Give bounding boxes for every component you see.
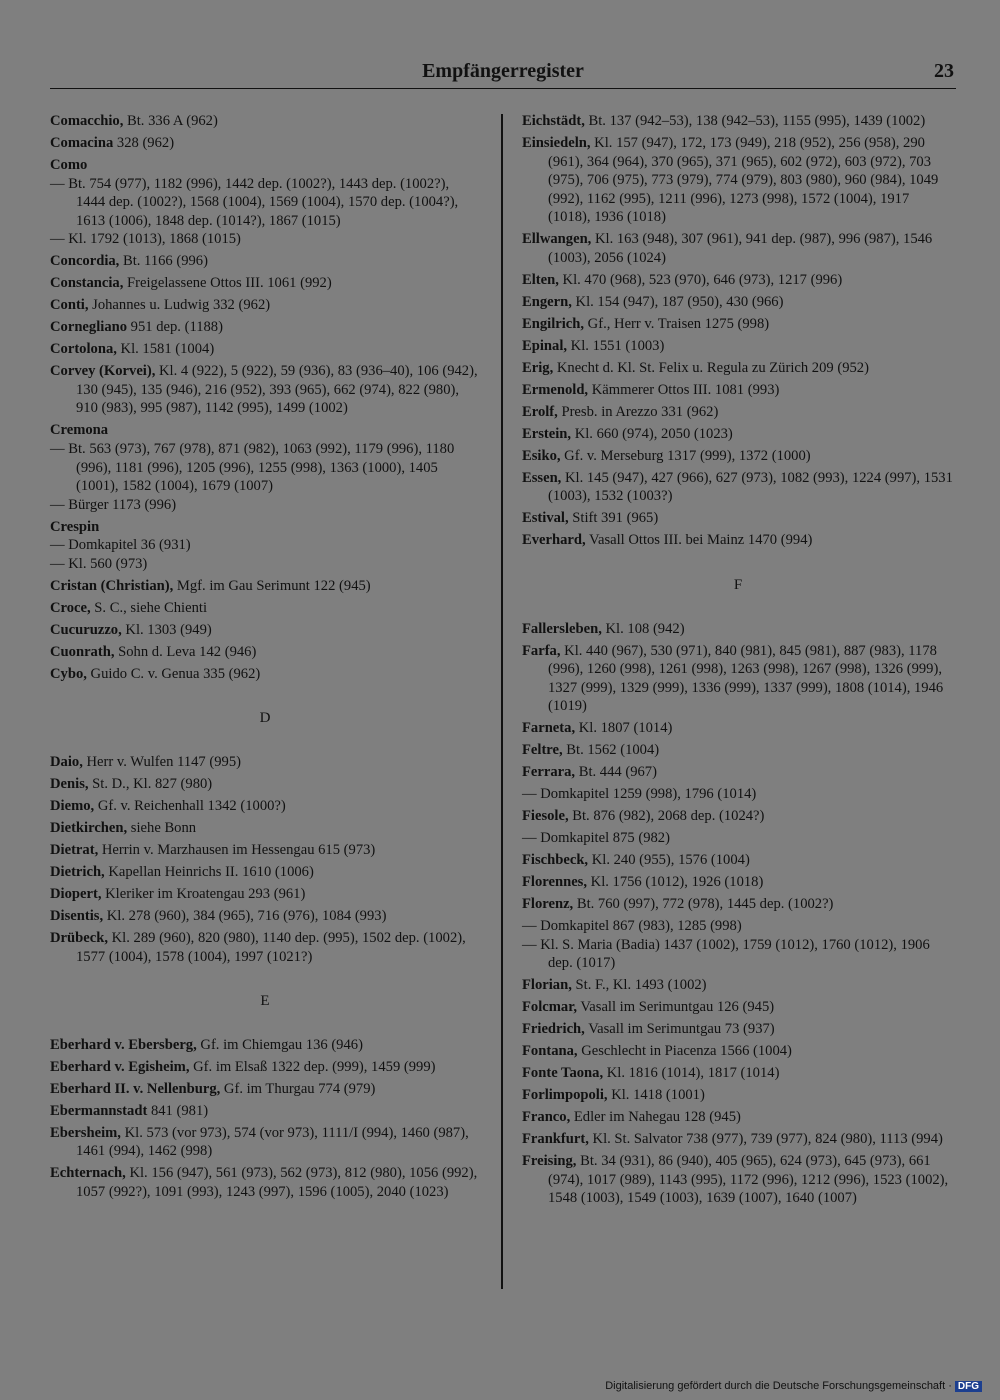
entry-text: Stift 391 (965) (568, 510, 659, 527)
entry-text: 951 dep. (1188) (127, 319, 223, 336)
entry-text: Kapellan Heinrichs II. 1610 (1006) (104, 864, 314, 880)
entry-text: Kl. 156 (947), 561 (973), 562 (973), 812 (980), 1056 (992), 1057 (992?), 1091 (993), 1243 (997), 1596 (1005), 2040 (1023) (76, 1165, 478, 1200)
index-entry (522, 447, 954, 466)
index-entry (522, 1130, 954, 1149)
index-entry (522, 271, 954, 290)
entry-text: Kl. 108 (942) (601, 620, 685, 637)
entry-name: Eichstädt, (522, 113, 585, 129)
entry-name: Florenz, (522, 896, 574, 913)
entry-text: Kl. 1551 (1003) (567, 337, 665, 354)
index-entry (522, 741, 954, 760)
entry-text: Kl. 154 (947), 187 (950), 430 (966) (571, 293, 784, 310)
entry-name: Eberhard II. v. Nellenburg, (50, 1080, 221, 1097)
entry-text: Kl. 289 (960), 820 (980), 1140 dep. (995), 1502 dep. (1002), 1577 (1004), 1578 (1004), 1997 (1021?) (76, 929, 466, 965)
index-entry (522, 1152, 954, 1208)
page-number: 23 (934, 60, 954, 82)
entry-text: Kl. 470 (968), 523 (970), 646 (973), 1217 (996) (558, 271, 843, 288)
index-entry (522, 315, 954, 334)
section-letter: E (260, 993, 270, 1010)
entry-name: Fonte Taona, (522, 1065, 604, 1082)
entry-name: Ellwangen, (522, 231, 592, 248)
entry-name: Cortolona, (50, 341, 117, 358)
entry-name: Comacina (50, 134, 114, 151)
index-entry (522, 359, 954, 378)
entry-name: Freising, (522, 1153, 577, 1170)
index-heading: Como (50, 156, 88, 173)
entry-name: Erstein, (522, 425, 572, 442)
index-entry (50, 885, 480, 904)
entry-text: Geschlecht in Piacenza 1566 (1004) (577, 1043, 792, 1060)
entry-name: Dietkirchen, (50, 820, 128, 837)
index-entry (50, 1124, 480, 1161)
entry-text: Knecht d. Kl. St. Felix u. Regula zu Zürich 209 (952) (553, 359, 869, 376)
entry-name: Forlimpopoli, (522, 1087, 608, 1104)
index-subentry: — Bt. 563 (973), 767 (978), 871 (982), 1063 (992), 1179 (996), 1180 (996), 1181 (996), 1205 (996), 1255 (998), 1363 (1000), 1405 (1001), 1582 (1004), 1679 (1007) (50, 441, 455, 495)
entry-name: Cybo, (50, 665, 87, 682)
entry-name: Diemo, (50, 798, 95, 815)
index-entry (50, 318, 480, 337)
index-entry (522, 531, 954, 550)
index-entry (522, 1020, 954, 1039)
entry-name: Diopert, (50, 885, 102, 902)
entry-text: Mgf. im Gau Serimunt 122 (945) (173, 577, 371, 594)
index-entry (50, 819, 480, 838)
entry-name: Concordia, (50, 253, 120, 270)
entry-text: Vasall Ottos III. bei Mainz 1470 (994) (585, 532, 813, 549)
entry-name: Florian, (522, 977, 572, 994)
entry-text: Gf., Herr v. Traisen 1275 (998) (584, 315, 770, 332)
entry-name: Feltre, (522, 742, 563, 759)
entry-text: Kl. 1581 (1004) (116, 341, 215, 358)
index-heading: Cremona (50, 422, 109, 439)
entry-text: Herrin v. Marzhausen im Hessengau 615 (973) (98, 842, 376, 859)
entry-text: Kl. 1816 (1014), 1817 (1014) (603, 1065, 780, 1082)
entry-text: Kl. 660 (974), 2050 (1023) (571, 425, 733, 442)
entry-text: Bt. 137 (942–53), 138 (942–53), 1155 (995), 1439 (1002) (584, 113, 926, 129)
index-entry (50, 1080, 480, 1099)
entry-name: Denis, (50, 776, 89, 793)
index-entry (522, 337, 954, 356)
entry-text: Bt. 876 (982), 2068 dep. (1024?) (568, 808, 765, 825)
footer (605, 1380, 982, 1392)
entry-text: Kl. 1756 (1012), 1926 (1018) (587, 874, 764, 891)
index-entry (522, 719, 954, 738)
entry-text: Edler im Nahegau 128 (945) (570, 1109, 741, 1126)
index-entry (50, 907, 480, 926)
page-title: Empfängerregister (422, 60, 584, 82)
entry-name: Corvey (Korvei), (50, 363, 156, 380)
index-subentry: — Domkapitel 875 (982) (522, 830, 670, 847)
index-entry (522, 807, 954, 826)
index-entry (522, 1108, 954, 1127)
index-entry (522, 1086, 954, 1105)
entry-name: Cucuruzzo, (50, 621, 122, 638)
entry-text: Kl. 4 (922), 5 (922), 59 (936), 83 (936–40), 106 (942), 130 (945), 135 (946), 216 (952), 393 (965), 662 (974), 822 (980), 910 (983), 995 (987), 1142 (995), 1499 (1002) (76, 363, 478, 417)
index-entry (522, 509, 954, 528)
index-entry (50, 665, 480, 684)
entry-text: Freigelassene Ottos III. 1061 (992) (123, 275, 332, 292)
index-entry (50, 340, 480, 359)
index-entry (50, 274, 480, 293)
entry-text: Bt. 336 A (962) (123, 113, 218, 129)
entry-text: Kl. 1418 (1001) (607, 1087, 705, 1104)
index-entry (50, 863, 480, 882)
index-entry (50, 252, 480, 271)
entry-text: Kl. 240 (955), 1576 (1004) (588, 852, 750, 869)
entry-name: Ebersheim, (50, 1124, 121, 1141)
entry-text: Johannes u. Ludwig 332 (962) (88, 297, 271, 314)
entry-name: Fischbeck, (522, 852, 589, 869)
entry-name: Conti, (50, 297, 89, 314)
entry-text: Gf. im Elsaß 1322 dep. (999), 1459 (999) (189, 1058, 436, 1075)
section-letter: D (259, 710, 271, 727)
index-entry (50, 134, 480, 153)
index-subentry: — Domkapitel 867 (983), 1285 (998) (522, 918, 742, 935)
entry-text: Kleriker im Kroatengau 293 (961) (101, 885, 306, 902)
entry-name: Disentis, (50, 907, 104, 924)
index-entry (522, 469, 954, 506)
index-entry (50, 1164, 480, 1201)
index-entry (522, 425, 954, 444)
index-entry (522, 873, 954, 892)
entry-text: Guido C. v. Genua 335 (962) (86, 665, 261, 682)
entry-name: Florennes, (522, 874, 587, 891)
index-entry (50, 929, 480, 966)
entry-name: Farneta, (522, 720, 576, 737)
index-entry (522, 381, 954, 400)
entry-name: Fallersleben, (522, 620, 602, 637)
entry-text: St. F., Kl. 1493 (1002) (571, 977, 707, 994)
index-entry (522, 642, 954, 716)
entry-name: Engilrich, (522, 315, 585, 332)
index-entry (522, 134, 954, 227)
entry-text: St. D., Kl. 827 (980) (88, 776, 213, 793)
entry-name: Echternach, (50, 1165, 126, 1182)
entry-name: Engern, (522, 293, 572, 310)
entry-name: Eberhard v. Egisheim, (50, 1058, 190, 1075)
index-entry (522, 976, 954, 995)
entry-name: Ermenold, (522, 381, 589, 398)
right-column (522, 112, 954, 1211)
entry-text: Gf. im Chiemgau 136 (946) (196, 1036, 363, 1053)
index-entry (522, 851, 954, 870)
entry-name: Ferrara, (522, 764, 576, 781)
index-entry (522, 403, 954, 422)
entry-name: Drübeck, (50, 929, 108, 946)
entry-text: Gf. v. Reichenhall 1342 (1000?) (94, 798, 286, 815)
index-entry (50, 362, 480, 418)
entry-text: S. C., siehe Chienti (90, 599, 208, 616)
dfg-logo: DFG (955, 1381, 982, 1392)
entry-name: Constancia, (50, 275, 124, 292)
entry-text: Vasall im Serimuntgau 73 (937) (584, 1021, 775, 1038)
entry-name: Farfa, (522, 642, 561, 659)
index-entry (522, 763, 954, 782)
entry-name: Daio, (50, 754, 83, 771)
entry-text: Kl. 1807 (1014) (575, 720, 673, 737)
entry-name: Franco, (522, 1109, 571, 1126)
index-entry (522, 998, 954, 1017)
index-entry (50, 1102, 480, 1121)
index-entry (522, 112, 954, 131)
index-subentry: — Bürger 1173 (996) (50, 496, 177, 513)
entry-name: Fontana, (522, 1043, 578, 1060)
index-entry (50, 1036, 480, 1055)
entry-name: Esiko, (522, 447, 561, 464)
entry-name: Cornegliano (50, 319, 128, 336)
entry-name: Erig, (522, 359, 554, 376)
entry-name: Epinal, (522, 337, 568, 354)
index-entry (522, 1064, 954, 1083)
entry-name: Erolf, (522, 403, 558, 420)
entry-name: Einsiedeln, (522, 134, 591, 151)
entry-text: Kl. 163 (948), 307 (961), 941 dep. (987), 996 (987), 1546 (1003), 2056 (1024) (548, 231, 933, 266)
index-entry (50, 775, 480, 794)
index-entry (50, 296, 480, 315)
entry-text: Sohn d. Leva 142 (946) (114, 643, 257, 660)
entry-text: Bt. 760 (997), 772 (978), 1445 dep. (1002?) (573, 896, 834, 913)
index-entry (522, 1042, 954, 1061)
index-entry (50, 621, 480, 640)
entry-text: Bt. 34 (931), 86 (940), 405 (965), 624 (973), 645 (973), 661 (974), 1017 (989), 1143 (995), 1172 (996), 1212 (996), 1523 (1002), 1548 (1003), 1549 (1003), 1639 (1007), 1640 (1007) (548, 1153, 949, 1207)
entry-name: Dietrich, (50, 864, 105, 880)
index-subentry: — Domkapitel 1259 (998), 1796 (1014) (522, 786, 757, 803)
index-entry (522, 293, 954, 312)
entry-text: Kl. 278 (960), 384 (965), 716 (976), 1084 (993) (103, 907, 387, 924)
index-entry (50, 599, 480, 618)
entry-name: Comacchio, (50, 113, 124, 129)
entry-name: Folcmar, (522, 999, 577, 1016)
entry-name: Ebermannstadt (50, 1102, 148, 1119)
entry-text: Kl. 573 (vor 973), 574 (vor 973), 1111/I (994), 1460 (987), 1461 (994), 1462 (998) (76, 1124, 469, 1160)
entry-name: Fiesole, (522, 808, 569, 825)
entry-name: Estival, (522, 510, 569, 527)
index-entry (50, 797, 480, 816)
entry-text: 328 (962) (113, 134, 175, 151)
index-subentry: — Domkapitel 36 (931) (50, 537, 191, 554)
entry-text: Kl. 1303 (949) (121, 621, 212, 638)
left-column (50, 112, 480, 1205)
entry-name: Everhard, (522, 532, 586, 549)
entry-text: Bt. 444 (967) (575, 764, 657, 781)
entry-text: Presb. in Arezzo 331 (962) (557, 403, 719, 420)
entry-name: Croce, (50, 599, 91, 616)
index-entry (522, 230, 954, 267)
index-subentry: — Kl. 560 (973) (50, 555, 148, 572)
index-subentry: — Kl. S. Maria (Badia) 1437 (1002), 1759 (1012), 1760 (1012), 1906 dep. (1017) (522, 936, 930, 972)
index-entry (50, 753, 480, 772)
index-entry (50, 112, 480, 131)
index-entry (522, 895, 954, 914)
entry-text: Kl. 440 (967), 530 (971), 840 (981), 845 (981), 887 (983), 1178 (996), 1260 (998), 1261 (998), 1263 (998), 1267 (998), 1326 (999), 1327 (999), 1329 (999), 1336 (999), 1337 (999), 1808 (1014), 1946 (1019) (548, 642, 944, 715)
section-letter: F (733, 576, 743, 593)
entry-name: Cuonrath, (50, 643, 115, 660)
page-header (50, 58, 956, 89)
index-subentry: — Kl. 1792 (1013), 1868 (1015) (50, 231, 241, 248)
index-entry (50, 1058, 480, 1077)
entry-text: Kl. 145 (947), 427 (966), 627 (973), 1082 (993), 1224 (997), 1531 (1003), 1532 (1003?) (548, 469, 953, 505)
index-entry (50, 841, 480, 860)
entry-name: Eberhard v. Ebersberg, (50, 1036, 197, 1053)
entry-text: Kl. 157 (947), 172, 173 (949), 218 (952), 256 (958), 290 (961), 364 (964), 370 (965), 371 (965), 602 (972), 603 (972), 703 (975), 706 (975), 773 (979), 774 (979), 803 (980), 960 (984), 1049 (992), 1162 (995), 1211 (996), 1273 (998), 1572 (1004), 1917 (1018), 1936 (1018) (548, 134, 939, 226)
entry-text: Bt. 1166 (996) (119, 253, 208, 270)
entry-name: Cristan (Christian), (50, 577, 174, 594)
index-subentry: — Bt. 754 (977), 1182 (996), 1442 dep. (1002?), 1443 dep. (1002?), 1444 dep. (1002?), 1568 (1004), 1569 (1004), 1570 dep. (1004?), 1613 (1006), 1848 dep. (1014?), 1867 (1015) (50, 175, 459, 229)
entry-text: Kämmerer Ottos III. 1081 (993) (588, 381, 780, 398)
entry-text: siehe Bonn (127, 820, 197, 837)
column-divider (501, 114, 503, 1289)
index-entry (522, 620, 954, 639)
index-entry (50, 643, 480, 662)
footer-text: Digitalisierung gefördert durch die Deutsche Forschungsgemeinschaft · (605, 1380, 952, 1392)
index-heading: Crespin (50, 518, 100, 535)
entry-text: Herr v. Wulfen 1147 (995) (82, 754, 241, 771)
entry-name: Elten, (522, 271, 559, 288)
entry-name: Essen, (522, 469, 562, 486)
entry-text: Bt. 1562 (1004) (562, 742, 660, 759)
entry-text: Kl. St. Salvator 738 (977), 739 (977), 824 (980), 1113 (994) (588, 1131, 943, 1148)
entry-text: Gf. v. Merseburg 1317 (999), 1372 (1000) (560, 447, 811, 464)
entry-name: Frankfurt, (522, 1131, 589, 1148)
entry-name: Dietrat, (50, 842, 99, 859)
index-entry (50, 577, 480, 596)
entry-text: Gf. im Thurgau 774 (979) (220, 1080, 376, 1097)
entry-name: Friedrich, (522, 1021, 585, 1038)
entry-text: Vasall im Serimuntgau 126 (945) (576, 999, 775, 1016)
entry-text: 841 (981) (147, 1102, 209, 1119)
